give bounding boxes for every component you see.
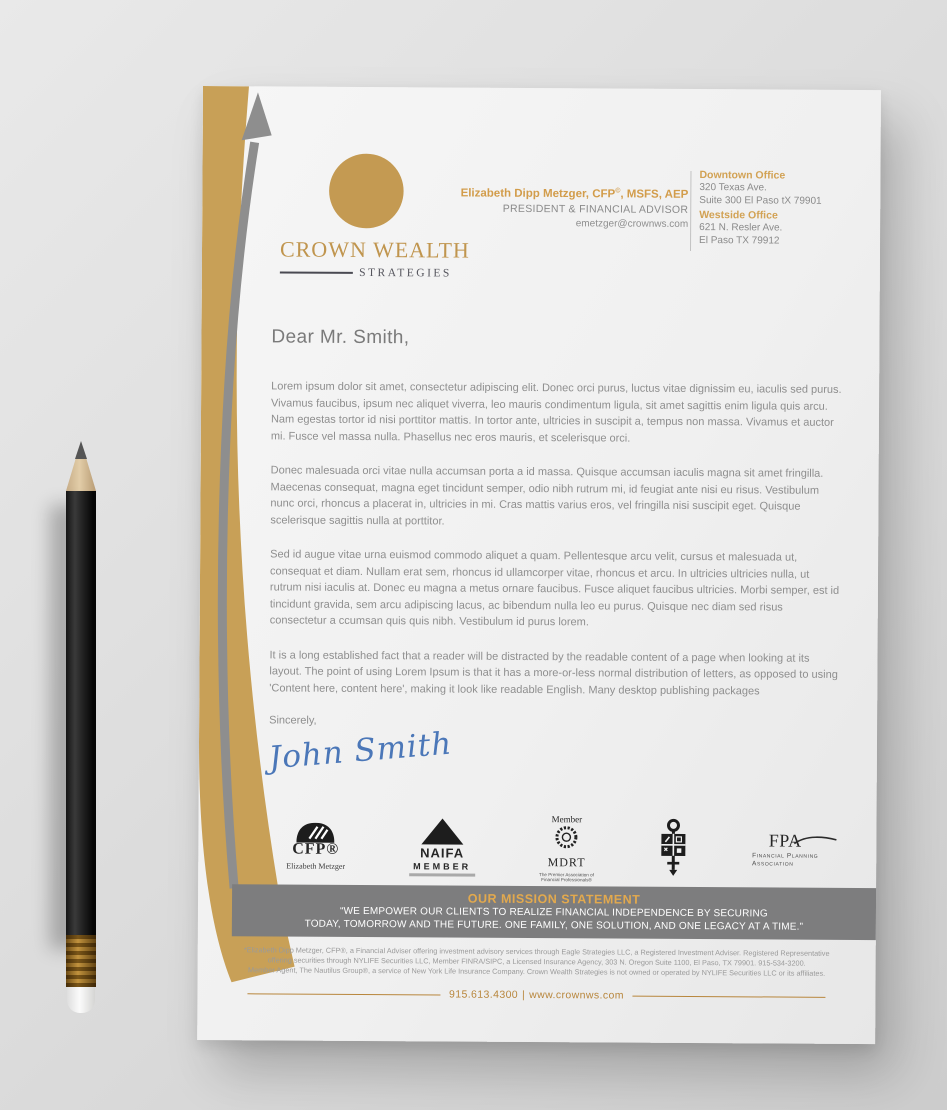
pencil-body (66, 491, 96, 935)
naifa-microtext-bar (409, 874, 475, 877)
advisor-contact-block (460, 187, 688, 230)
paragraph-4: It is a long established fact that a reader will be distracted by the readable content of a page when looking at its layout. The point of using Lorem Ipsum is that it has a more-or-less normal distribution of letters, as opposed to using 'Content here, content here', making it look like readable English. Many desktop publishing packages (269, 648, 838, 697)
salutation: Dear Mr. Smith, (271, 326, 410, 349)
pencil-eraser (67, 987, 95, 1013)
footer-rule-left (247, 993, 440, 995)
pencil-image (66, 441, 96, 1013)
pencil-ferrule (66, 935, 96, 987)
westside-office: Westside Office 621 N. Resler Ave. El Paso TX 79912 (699, 209, 783, 247)
signature: John Smith (267, 725, 454, 777)
company-logo (279, 152, 470, 280)
pencil-graphite-tip (75, 441, 87, 459)
tagline-rule (280, 271, 353, 273)
closing: Sincerely, (269, 714, 317, 727)
brand-tagline: STRATEGIES (280, 266, 452, 279)
letterhead-paper (197, 86, 881, 1044)
naifa-badge: NAIFA MEMBER (409, 819, 475, 877)
advisor-title: PRESIDENT & FINANCIAL ADVISOR (502, 202, 689, 216)
letter-body (269, 326, 844, 779)
nautilus-key-badge (658, 817, 688, 880)
footer-website: www.crownws.com (529, 989, 624, 1002)
downtown-office: Downtown Office 320 Texas Ave. Suite 300 El Paso tX 79901 (699, 169, 822, 207)
paragraph-2: Donec malesuada orci vitae nulla accumsan porta a id massa. Quisque accumsan iaculis magna sit amet fringilla. Maecenas consequat, magna eget tincidunt semper, odio nibh rutrum mi, id feugiat ante nisi eu risus. Vestibulum nunc orci, rhoncus a placerat in, ultricies in mi. Cras mattis varius eros, vel fringilla nisi suscipit eget. Quisque scelerisque sagittis nulla at porttitor. (270, 464, 824, 527)
mdrt-wreath-icon (554, 825, 580, 849)
mission-line-1: “WE EMPOWER OUR CLIENTS TO REALIZE FINANCIAL INDEPENDENCE BY SECURING (339, 905, 768, 920)
crown-logo-icon (328, 153, 404, 229)
cfp-badge: CFP® Elizabeth Metzger (286, 823, 345, 871)
paragraph-1: Lorem ipsum dolor sit amet, consectetur adipiscing elit. Donec orci purus, luctus vitae dignissim eu, iaculis sed purus. Vivamus faucibus, ipsum nec aliquet viverra, leo mauris condimentum ligula, sit amet sagittis enim ligula quis arcu. Nam egestas tortor id nisi porttitor mattis. In tortor ante, ultricies in suscipit a, tempus non massa. Vivamus et auctor mi. Fusce vel massa nulla. Phasellus nec eros mauris, et scelerisque orci. (270, 380, 842, 445)
footer-rule-right (633, 995, 826, 997)
brand-name: CROWN WEALTH (279, 236, 470, 263)
office-addresses (699, 169, 822, 248)
credential-badges-row (286, 815, 818, 882)
footer-phone: 915.613.4300 (448, 988, 519, 1001)
advisor-name: Elizabeth Dipp Metzger, CFP©, MSFS, AEP (460, 187, 689, 201)
naifa-triangle-icon (421, 819, 463, 845)
mission-statement-banner (232, 884, 876, 940)
mission-title: OUR MISSION STATEMENT (467, 891, 641, 907)
fpa-badge: FPA Financial Planning Association (752, 830, 818, 868)
fpa-swoosh-icon (793, 834, 839, 846)
compliance-disclaimer: *Elizabeth Dipp Metzger, CFP®, a Financial Adviser offering investment advisory services through Eagle Strategies LLC, a Registered Investment Adviser. Registered Representative offering securities through NYLIFE Securities LLC, Member FINRA/SIPC, a Licensed Insurance Agency, 303 N. Oregon Suite 1100, El Paso, TX 79901. 915-534-3200. Member Agent, The Nautilus Group®, a service of New York Life Insurance Company. Crown Wealth Strategies is not owned or operated by NYLIFE Securities LLC or its affiliates. (243, 945, 830, 978)
mdrt-badge: Member MDRT The Premier Association of Financial Professionals® (539, 813, 594, 883)
mission-line-2: TODAY, TOMORROW AND THE FUTURE. ONE FAMILY, ONE SOLUTION, AND ONE LEGACY AT A TIME.” (304, 918, 804, 933)
paragraph-3: Sed id augue vitae urna euismod commodo aliquet a quam. Pellentesque arcu velit, cursus et malesuada ut, consequat et diam. Nullam erat sem, rhoncus id ullamcorper vitae, rhoncus et arcu. In ultricies ultricies nulla, ut rutrum nisi iaculis at. Donec eu magna a metus ornare faucibus. Fusce aliquet faucibus ultricies. Morbi semper, est id tincidunt gravida, sem arcu adipiscing lacus, ac bibendum nulla leo eu purus. Quisque nec diam sed risus consectetur a ccumsan quis quis nibh. Vestibulum id purus lorem. (269, 548, 840, 629)
footer-contact: 915.613.4300 | www.crownws.com (247, 987, 825, 1003)
key-emblem-icon (658, 817, 688, 875)
advisor-email: emetzger@crownws.com (575, 218, 689, 230)
